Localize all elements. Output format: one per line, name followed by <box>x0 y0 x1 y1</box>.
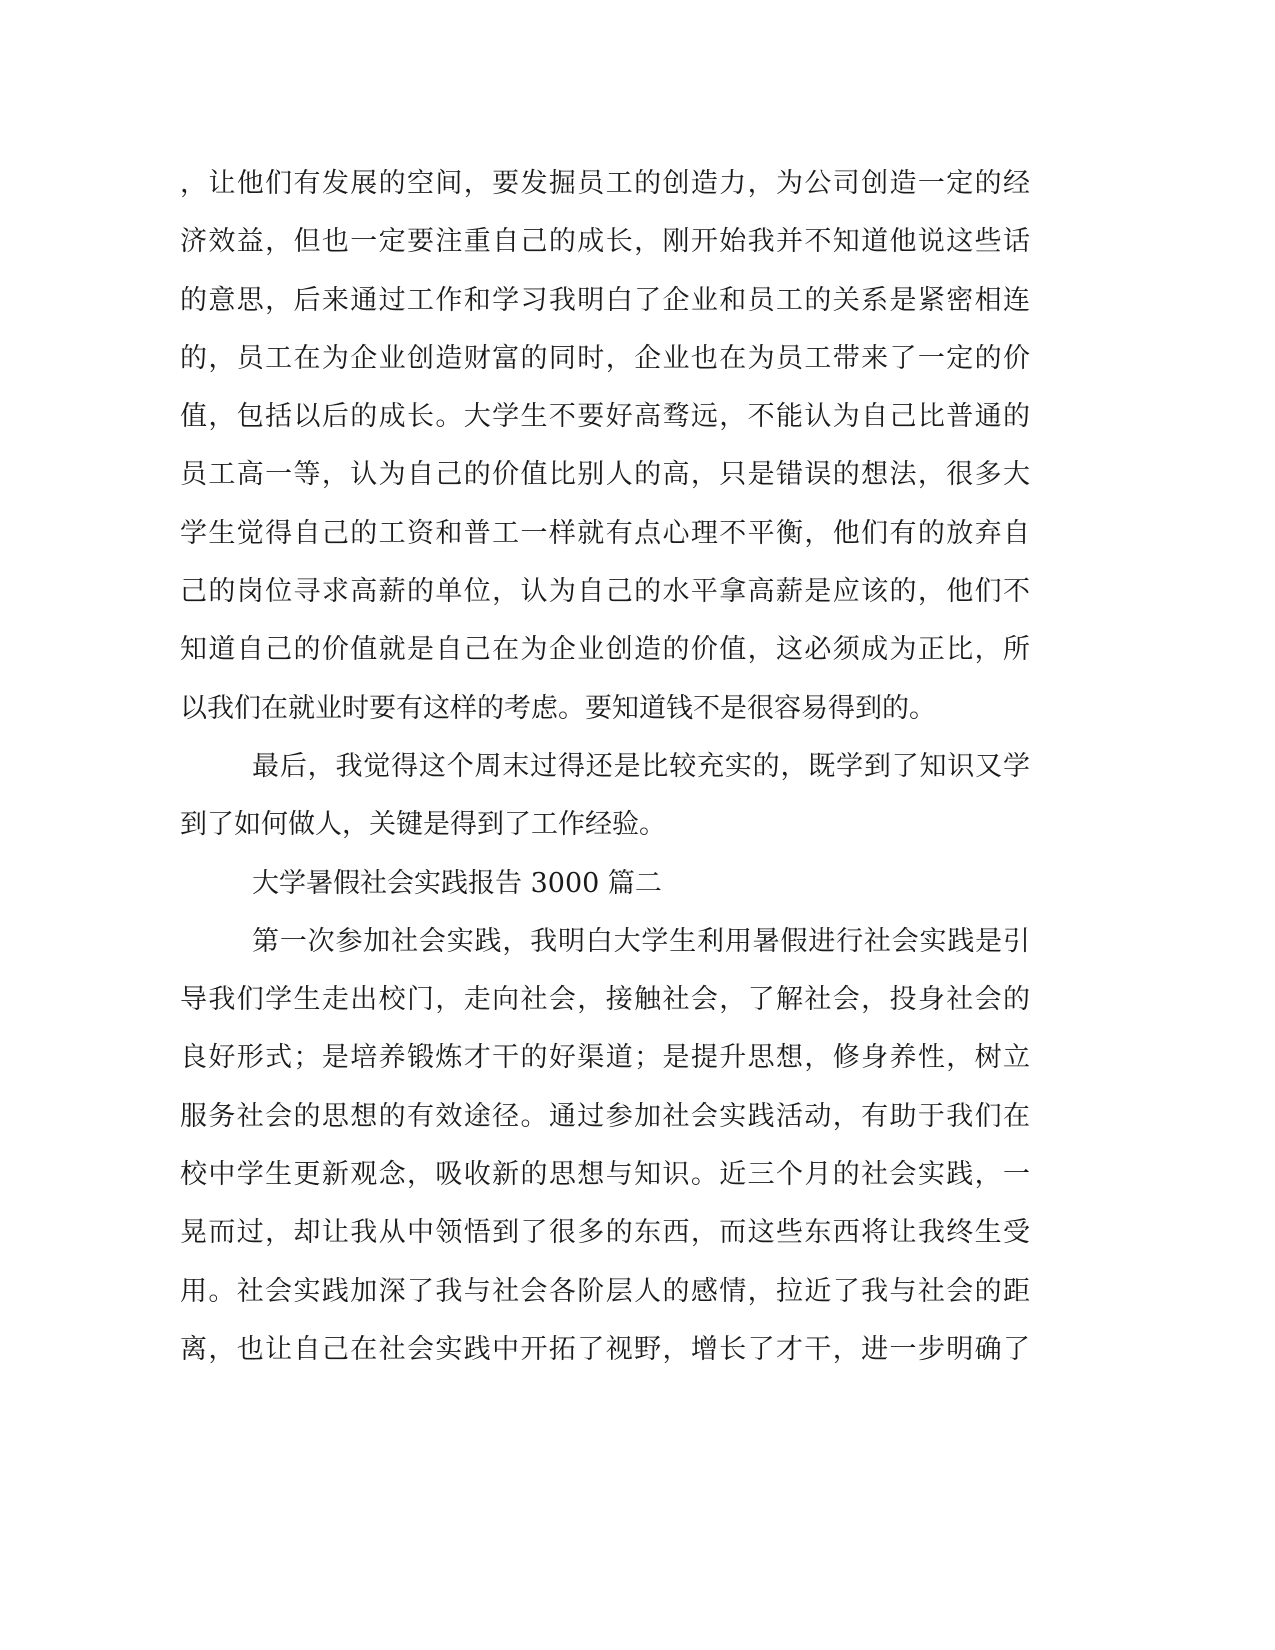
text-line: 的，员工在为企业创造财富的同时，企业也在为员工带来了一定的价 <box>180 342 1030 374</box>
text-line: 员工高一等，认为自己的价值比别人的高，只是错误的想法，很多大 <box>180 459 1030 491</box>
text-line: 知道自己的价值就是自己在为企业创造的价值，这必须成为正比，所 <box>180 634 1030 666</box>
text-line: 己的岗位寻求高薪的单位，认为自己的水平拿高薪是应该的，他们不 <box>180 576 1030 608</box>
text-line: 到了如何做人，关键是得到了工作经验。 <box>180 809 666 841</box>
text-line: 导我们学生走出校门，走向社会，接触社会，了解社会，投身社会的 <box>180 984 1030 1016</box>
text-line: 良好形式；是培养锻炼才干的好渠道；是提升思想，修身养性，树立 <box>180 1042 1030 1074</box>
text-line: 以我们在就业时要有这样的考虑。要知道钱不是很容易得到的。 <box>180 692 936 724</box>
text-line: 校中学生更新观念，吸收新的思想与知识。近三个月的社会实践，一 <box>180 1159 1030 1191</box>
text-line: 的意思，后来通过工作和学习我明白了企业和员工的关系是紧密相连 <box>180 284 1030 316</box>
text-line: 晃而过，却让我从中领悟到了很多的东西，而这些东西将让我终生受 <box>180 1217 1030 1249</box>
text-line: 离，也让自己在社会实践中开拓了视野，增长了才干，进一步明确了 <box>180 1333 1030 1365</box>
text-line: 学生觉得自己的工资和普工一样就有点心理不平衡，他们有的放弃自 <box>180 517 1030 549</box>
body-text <box>180 155 1030 1379</box>
text-line: 济效益，但也一定要注重自己的成长，刚开始我并不知道他说这些话 <box>180 226 1030 258</box>
text-line: 服务社会的思想的有效途径。通过参加社会实践活动，有助于我们在 <box>180 1100 1030 1132</box>
text-line: 值，包括以后的成长。大学生不要好高骛远，不能认为自己比普通的 <box>180 401 1030 433</box>
text-line: 第一次参加社会实践，我明白大学生利用暑假进行社会实践是引 <box>252 925 1030 957</box>
text-line: 用。社会实践加深了我与社会各阶层人的感情，拉近了我与社会的距 <box>180 1275 1030 1307</box>
section-heading: 大学暑假社会实践报告 3000 篇二 <box>252 867 662 899</box>
text-line: 最后，我觉得这个周末过得还是比较充实的，既学到了知识又学 <box>252 750 1030 782</box>
text-line: ，让他们有发展的空间，要发掘员工的创造力，为公司创造一定的经 <box>180 168 1030 199</box>
